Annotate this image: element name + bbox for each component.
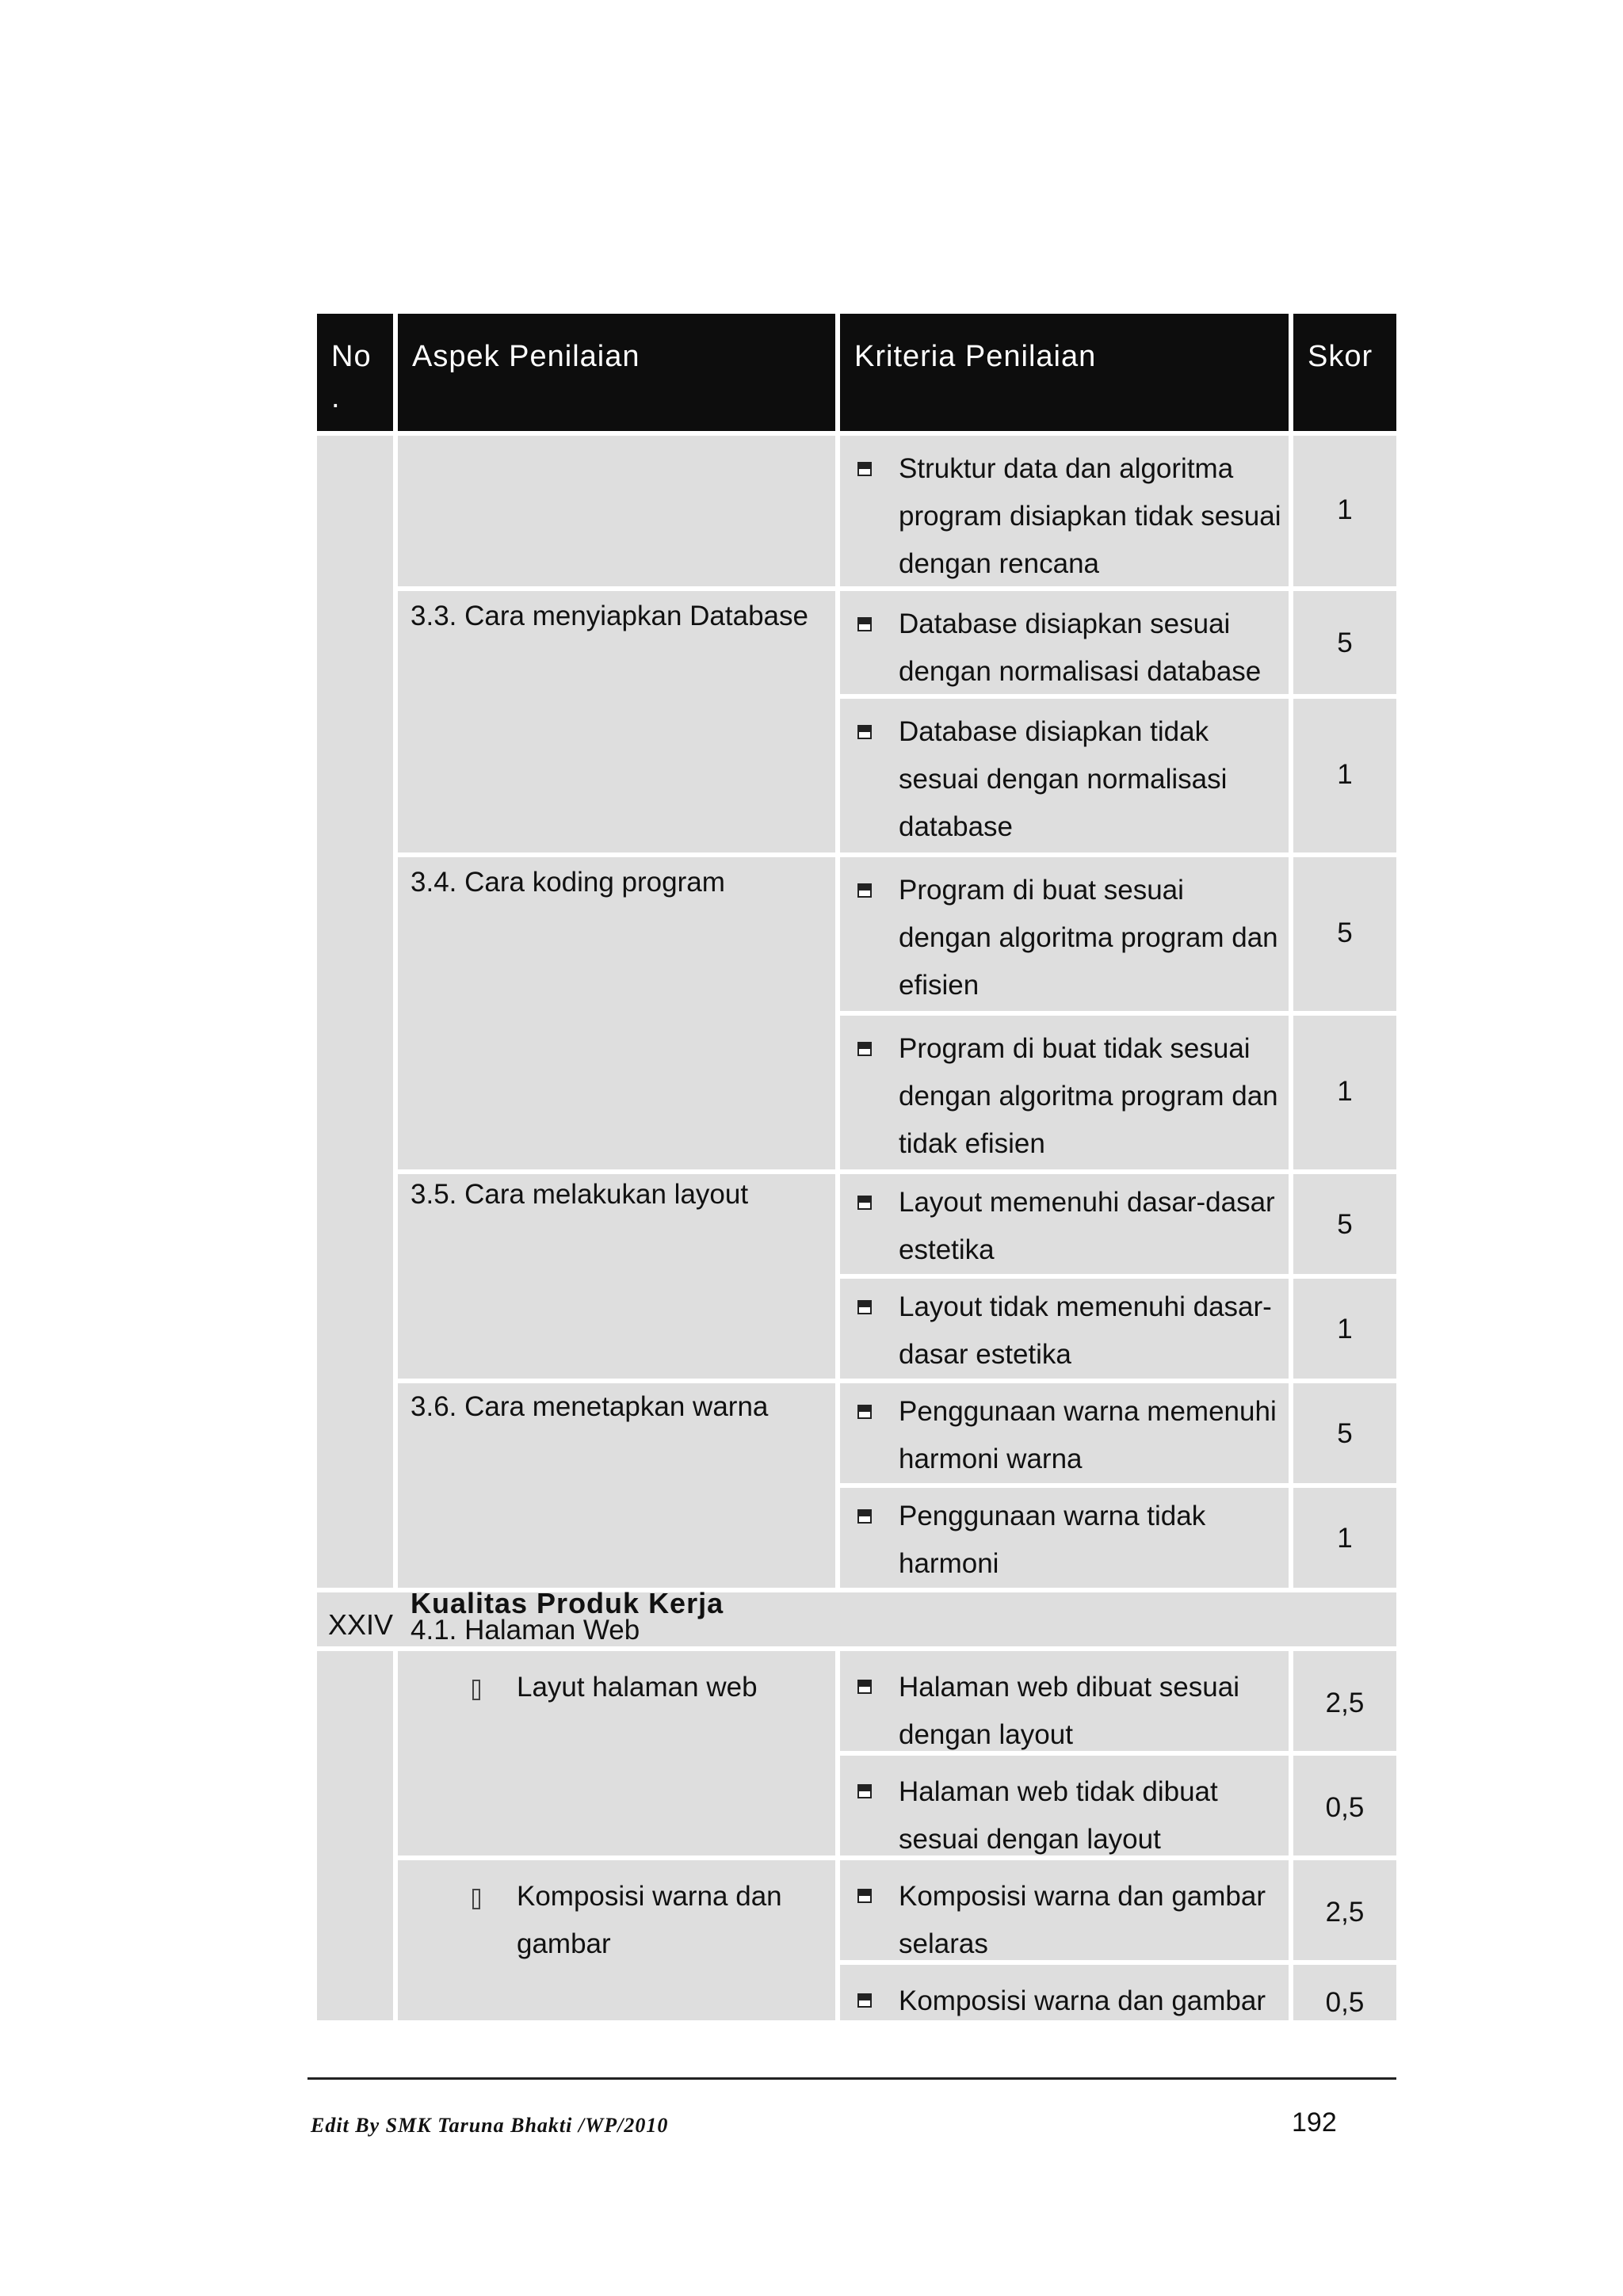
score-value: 1	[1337, 1076, 1353, 1107]
criteria-line: Komposisi warna dan gambar	[899, 1985, 1266, 2016]
score-value: 5	[1337, 917, 1353, 948]
criteria-line: harmoni warna	[899, 1444, 1083, 1474]
criteria-cell	[840, 1651, 1289, 1751]
footer-credit: Edit By SMK Taruna Bhakti /WP/2010	[311, 2114, 669, 2137]
aspect-label: 3.5. Cara melakukan layout	[411, 1179, 749, 1210]
header-no-line2: .	[331, 381, 341, 414]
no-cell-block2	[317, 1651, 393, 2020]
section-title: Kualitas Produk Kerja	[411, 1587, 724, 1619]
criteria-line: Halaman web tidak dibuat	[899, 1776, 1218, 1807]
aspect-cell	[398, 1651, 835, 1855]
criteria-line: sesuai dengan layout	[899, 1824, 1161, 1855]
criteria-cell	[840, 1965, 1289, 2020]
aspect-label: Komposisi warna dan	[517, 1881, 782, 1912]
score-cell	[1293, 1860, 1396, 1960]
criteria-cell	[840, 1860, 1289, 1960]
criteria-line: program disiapkan tidak sesuai	[899, 501, 1281, 532]
criteria-line: dengan layout	[899, 1719, 1073, 1750]
criteria-line: Struktur data dan algoritma	[899, 453, 1234, 484]
aspect-bullet-icon	[472, 1889, 480, 1909]
criteria-cell	[840, 857, 1289, 1011]
aspect-label: Layut halaman web	[517, 1672, 758, 1703]
score-value: 1	[1337, 494, 1353, 525]
criteria-bullet-icon	[857, 1405, 872, 1419]
aspect-label: 3.4. Cara koding program	[411, 867, 725, 898]
header-no	[317, 314, 393, 431]
criteria-cell	[840, 436, 1289, 586]
criteria-line: selaras	[899, 1928, 988, 1959]
criteria-line: sesuai dengan normalisasi	[899, 764, 1228, 795]
score-value: 2,5	[1325, 1897, 1365, 1928]
score-cell	[1293, 1383, 1396, 1483]
aspect-label: 3.3. Cara menyiapkan Database	[411, 601, 808, 631]
criteria-bullet-icon	[857, 1889, 872, 1903]
score-value: 5	[1337, 1418, 1353, 1449]
criteria-line: Komposisi warna dan gambar	[899, 1881, 1266, 1912]
criteria-bullet-icon	[857, 1680, 872, 1694]
criteria-cell	[840, 699, 1289, 852]
aspect-label: 3.6. Cara menetapkan warna	[411, 1391, 769, 1422]
criteria-bullet-icon	[857, 1509, 872, 1524]
score-value: 1	[1337, 1314, 1353, 1344]
criteria-bullet-icon	[857, 1784, 872, 1798]
criteria-bullet-icon	[857, 1042, 872, 1056]
score-value: 1	[1337, 759, 1353, 790]
score-cell	[1293, 1756, 1396, 1855]
aspect-cell	[398, 591, 835, 852]
criteria-line: harmoni	[899, 1548, 999, 1579]
no-cell-block1	[317, 436, 393, 1588]
score-cell	[1293, 1016, 1396, 1169]
criteria-line: dengan normalisasi database	[899, 656, 1262, 687]
score-value: 5	[1337, 1209, 1353, 1240]
criteria-line: Layout memenuhi dasar-dasar	[899, 1187, 1275, 1218]
section-subtitle: 4.1. Halaman Web	[411, 1615, 640, 1646]
criteria-line: dasar estetika	[899, 1339, 1071, 1370]
criteria-line: Database disiapkan tidak	[899, 716, 1209, 747]
criteria-bullet-icon	[857, 1196, 872, 1210]
criteria-cell	[840, 1756, 1289, 1855]
criteria-cell	[840, 1383, 1289, 1483]
criteria-bullet-icon	[857, 462, 872, 476]
page-number: 192	[1292, 2107, 1337, 2138]
aspect-label: gambar	[517, 1928, 611, 1959]
aspect-bullet-icon	[472, 1680, 480, 1700]
criteria-line: tidak efisien	[899, 1128, 1045, 1159]
criteria-cell	[840, 1488, 1289, 1588]
score-value: 0,5	[1325, 1987, 1365, 2018]
criteria-line: dengan algoritma program dan	[899, 1081, 1278, 1112]
criteria-bullet-icon	[857, 725, 872, 739]
criteria-line: dengan algoritma program dan	[899, 922, 1278, 953]
criteria-line: Database disiapkan sesuai	[899, 608, 1231, 639]
aspect-cell	[398, 1174, 835, 1379]
header-aspek	[398, 314, 835, 431]
score-value: 2,5	[1325, 1688, 1365, 1718]
aspect-cell	[398, 1383, 835, 1588]
section-number: XXIV	[328, 1608, 394, 1641]
score-cell	[1293, 1651, 1396, 1751]
header-kriteria-label: Kriteria Penilaian	[854, 340, 1097, 373]
criteria-line: Layout tidak memenuhi dasar-	[899, 1291, 1272, 1322]
criteria-bullet-icon	[857, 1993, 872, 2008]
score-value: 1	[1337, 1523, 1353, 1554]
score-cell	[1293, 1174, 1396, 1274]
header-no-line1: No	[331, 340, 372, 373]
criteria-bullet-icon	[857, 617, 872, 631]
header-aspek-label: Aspek Penilaian	[412, 340, 640, 373]
criteria-line: Program di buat tidak sesuai	[899, 1033, 1251, 1064]
score-cell	[1293, 591, 1396, 694]
aspect-cell	[398, 857, 835, 1169]
header-kriteria	[840, 314, 1289, 431]
score-cell	[1293, 1488, 1396, 1588]
criteria-line: Penggunaan warna memenuhi	[899, 1396, 1277, 1427]
score-cell	[1293, 1965, 1396, 2020]
header-skor-label: Skor	[1308, 340, 1373, 373]
header-skor	[1293, 314, 1396, 431]
criteria-line: efisien	[899, 970, 980, 1001]
criteria-cell	[840, 591, 1289, 694]
score-cell	[1293, 436, 1396, 586]
aspect-cell	[398, 1860, 835, 2020]
score-value: 5	[1337, 627, 1353, 658]
criteria-line: estetika	[899, 1234, 995, 1265]
score-cell	[1293, 699, 1396, 852]
criteria-line: Penggunaan warna tidak	[899, 1501, 1206, 1531]
score-cell	[1293, 1279, 1396, 1379]
criteria-line: dengan rencana	[899, 548, 1099, 579]
criteria-line: database	[899, 811, 1014, 842]
criteria-bullet-icon	[857, 1300, 872, 1314]
score-value: 0,5	[1325, 1792, 1365, 1823]
criteria-cell	[840, 1016, 1289, 1169]
criteria-line: Program di buat sesuai	[899, 875, 1184, 906]
criteria-cell	[840, 1174, 1289, 1274]
criteria-line: Halaman web dibuat sesuai	[899, 1672, 1239, 1703]
criteria-bullet-icon	[857, 883, 872, 898]
score-cell	[1293, 857, 1396, 1011]
footer-divider	[307, 2077, 1396, 2080]
criteria-cell	[840, 1279, 1289, 1379]
aspect-cell	[398, 436, 835, 586]
